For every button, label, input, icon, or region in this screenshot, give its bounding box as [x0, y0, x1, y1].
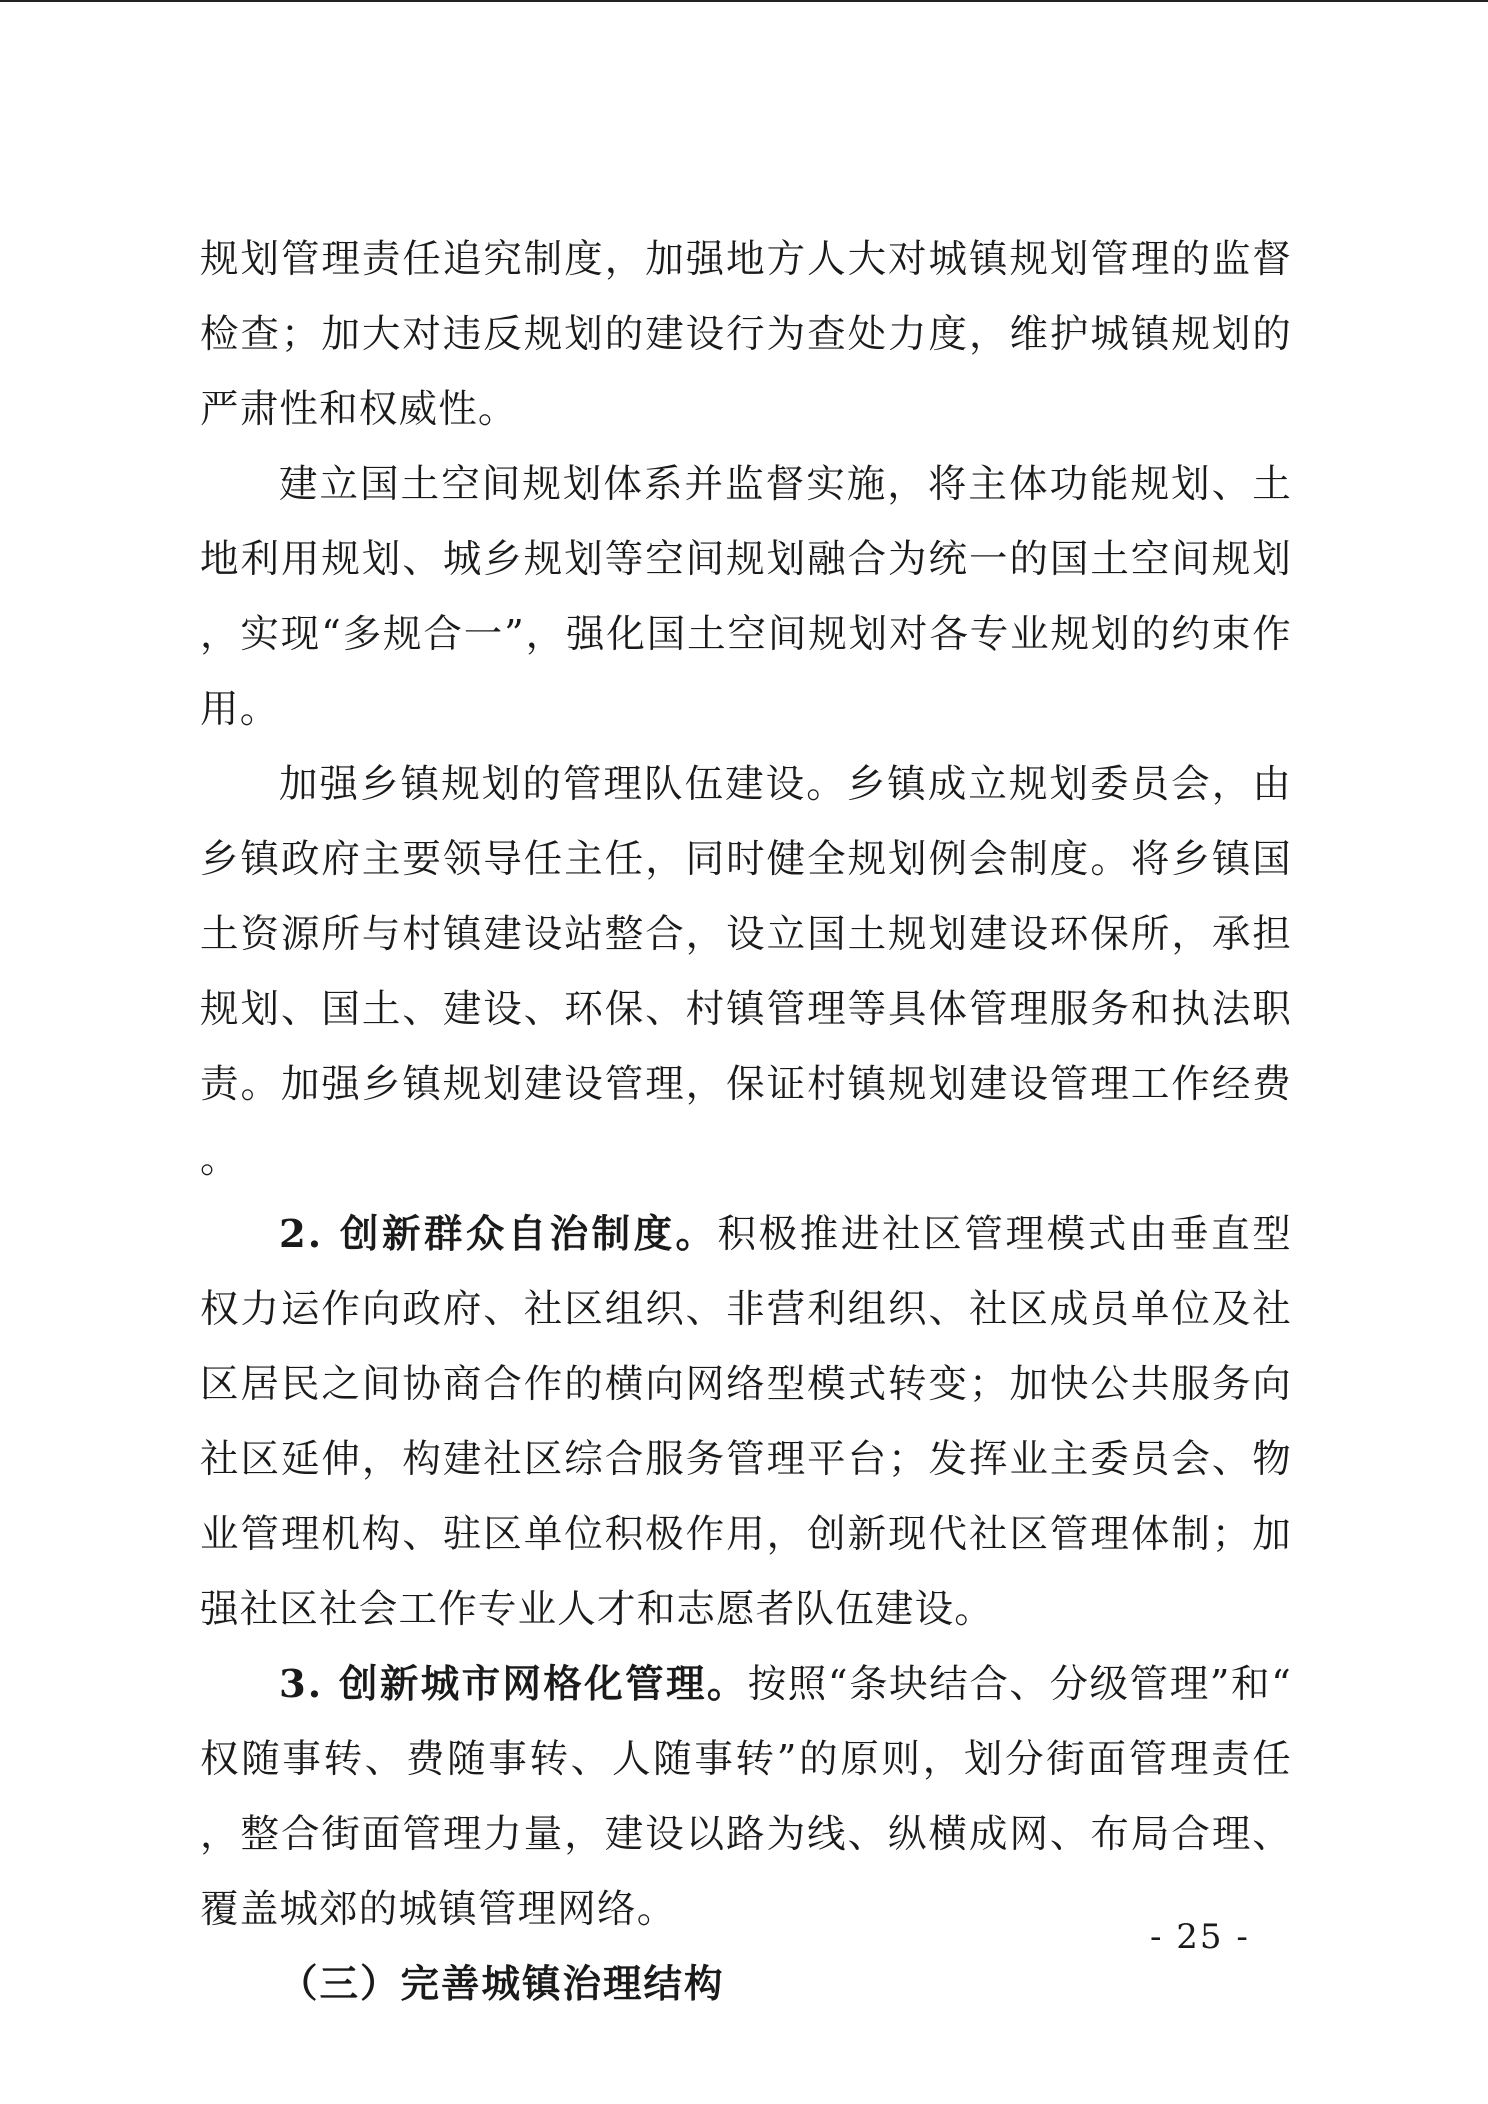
top-border-line	[0, 0, 1488, 2]
paragraph-mass-self-governance	[200, 1197, 1292, 1647]
paragraph-lead-heading: 3. 创新城市网格化管理。	[279, 1662, 748, 1707]
paragraph-body-text: 按照“条块结合、分级管理”和“权随事转、费随事转、人随事转”的原则，划分街面管理责任，整合街面管理力量，建设以路为线、纵横成网、布局合理、覆盖城郊的城镇管理网络。	[200, 1662, 1292, 1932]
paragraph-planning-accountability: 规划管理责任追究制度，加强地方人大对城镇规划管理的监督检查；加大对违反规划的建设行为查处力度，维护城镇规划的严肃性和权威性。	[200, 237, 1292, 432]
paragraph-territorial-spatial-planning: 建立国土空间规划体系并监督实施，将主体功能规划、土地利用规划、城乡规划等空间规划融合为统一的国土空间规划，实现“多规合一”，强化国土空间规划对各专业规划的约束作用。	[200, 462, 1292, 732]
section-heading: （三）完善城镇治理结构	[279, 1962, 725, 2007]
paragraph-township-planning-team: 加强乡镇规划的管理队伍建设。乡镇成立规划委员会，由乡镇政府主要领导任主任，同时健全规划例会制度。将乡镇国土资源所与村镇建设站整合，设立国土规划建设环保所，承担规划、国土、建设、环保、村镇管理等具体管理服务和执法职责。加强乡镇规划建设管理，保证村镇规划建设管理工作经费。	[200, 762, 1292, 1182]
page-number: - 25 -	[1150, 1917, 1250, 1957]
paragraph-grid-management	[200, 1647, 1292, 1947]
document-page	[200, 222, 1292, 2022]
paragraph-body-text: 积极推进社区管理模式由垂直型权力运作向政府、社区组织、非营利组织、社区成员单位及社区居民之间协商合作的横向网络型模式转变；加快公共服务向社区延伸，构建社区综合服务管理平台；发挥业主委员会、物业管理机构、驻区单位积极作用，创新现代社区管理体制；加强社区社会工作专业人才和志愿者队伍建设。	[200, 1212, 1292, 1632]
paragraph-lead-heading: 2. 创新群众自治制度。	[279, 1212, 718, 1257]
